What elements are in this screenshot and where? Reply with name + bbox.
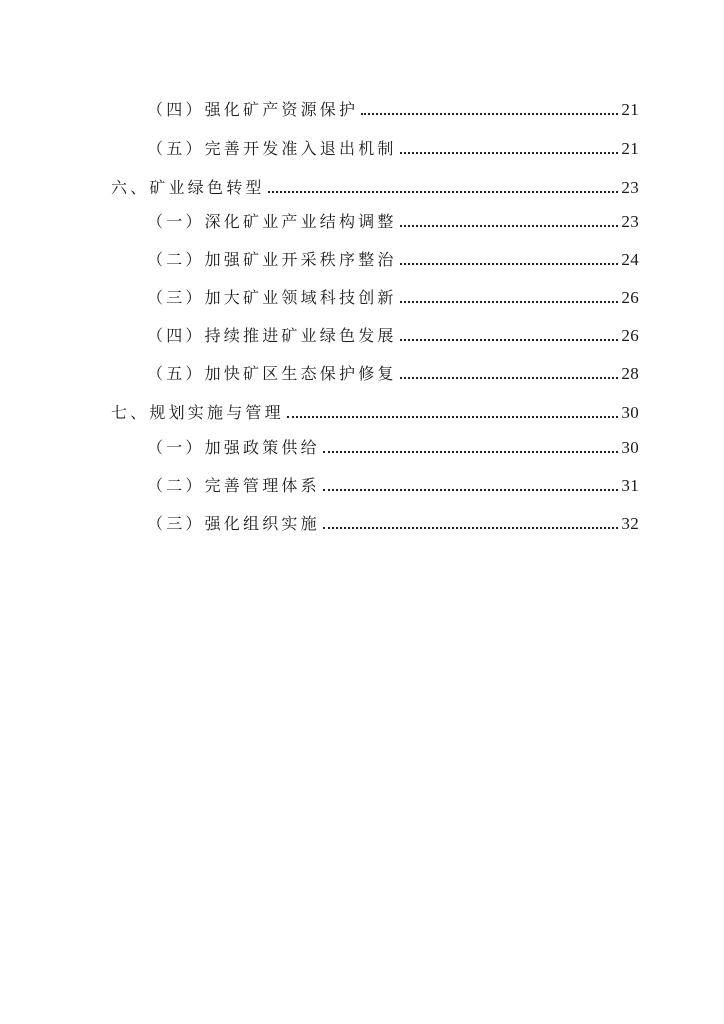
toc-entry[interactable] (147, 94, 639, 120)
toc-entry-label: （一）深化矿业产业结构调整 (147, 212, 397, 231)
toc-entry[interactable] (147, 244, 639, 270)
toc-entry-label: （五）加快矿区生态保护修复 (147, 364, 397, 383)
toc-page-number: 31 (621, 476, 639, 495)
toc-leader-dots (268, 191, 619, 193)
toc-leader-dots (400, 301, 619, 303)
toc-page-number: 26 (621, 288, 639, 307)
toc-leader-dots (287, 416, 619, 418)
toc-entry[interactable] (147, 282, 639, 308)
toc-chapter-entry[interactable] (111, 172, 639, 198)
toc-entry-label: （四）强化矿产资源保护 (147, 100, 359, 119)
toc-entry[interactable] (147, 133, 639, 159)
toc-entry-label: （五）完善开发准入退出机制 (147, 139, 397, 158)
toc-entry[interactable] (147, 432, 639, 458)
toc-entry-label: （二）完善管理体系 (147, 476, 320, 495)
toc-entry-label: 七、规划实施与管理 (111, 403, 284, 422)
toc-leader-dots (361, 113, 618, 115)
toc-page-number: 30 (621, 403, 639, 422)
toc-leader-dots (323, 489, 619, 491)
toc-leader-dots (400, 377, 619, 379)
toc-page-number: 23 (621, 178, 639, 197)
toc-leader-dots (323, 451, 619, 453)
toc-page-number: 21 (621, 100, 639, 119)
toc-page-number: 32 (621, 514, 639, 533)
toc-leader-dots (400, 152, 619, 154)
toc-entry-label: （一）加强政策供给 (147, 438, 320, 457)
toc-entry[interactable] (147, 320, 639, 346)
toc-leader-dots (323, 527, 619, 529)
toc-chapter-entry[interactable] (111, 397, 639, 423)
toc-entry[interactable] (147, 470, 639, 496)
toc-entry[interactable] (147, 358, 639, 384)
toc-page-number: 23 (621, 212, 639, 231)
toc-leader-dots (400, 225, 619, 227)
toc-page-number: 30 (621, 438, 639, 457)
toc-page-number: 21 (621, 139, 639, 158)
toc-entry-label: （二）加强矿业开采秩序整治 (147, 250, 397, 269)
toc-page-number: 24 (621, 250, 639, 269)
toc-entry-label: （三）加大矿业领域科技创新 (147, 288, 397, 307)
toc-entry-label: 六、矿业绿色转型 (111, 178, 265, 197)
toc-entry[interactable] (147, 508, 639, 534)
toc-entry[interactable] (147, 206, 639, 232)
toc-entry-label: （三）强化组织实施 (147, 514, 320, 533)
toc-entry-label: （四）持续推进矿业绿色发展 (147, 326, 397, 345)
toc-page-number: 28 (621, 364, 639, 383)
toc-leader-dots (400, 263, 619, 265)
toc-leader-dots (400, 339, 619, 341)
toc-page-number: 26 (621, 326, 639, 345)
